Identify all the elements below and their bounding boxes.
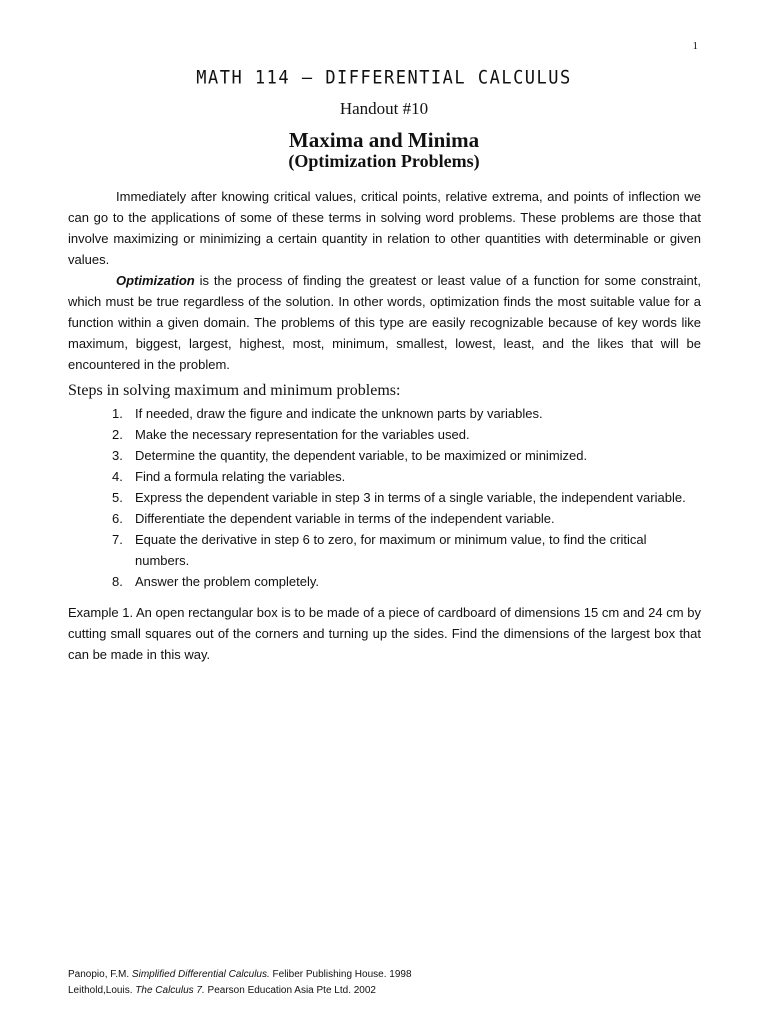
list-item xyxy=(68,424,701,445)
step-text: Determine the quantity, the dependent variable, to be maximized or minimized. xyxy=(135,448,588,463)
step-number: 4. xyxy=(112,469,123,484)
reference-publisher: Feliber Publishing House. 1998 xyxy=(269,969,412,980)
step-text: Equate the derivative in step 6 to zero, for maximum or minimum value, to find the critical numbers. xyxy=(135,532,647,568)
step-text: Differentiate the dependent variable in terms of the independent variable. xyxy=(135,511,555,526)
handout-number: Handout #10 xyxy=(339,99,429,118)
step-text: If needed, draw the figure and indicate the unknown parts by variables. xyxy=(135,406,543,421)
page-number: 1 xyxy=(692,40,698,52)
page-title: Maxima and Minima xyxy=(288,128,480,152)
reference-item xyxy=(68,967,412,983)
step-number: 2. xyxy=(112,427,123,442)
course-title: MATH 114 – DIFFERENTIAL CALCULUS xyxy=(196,67,572,89)
step-text: Answer the problem completely. xyxy=(135,574,320,589)
list-item xyxy=(68,403,701,424)
steps-list xyxy=(68,403,701,592)
page-subtitle: (Optimization Problems) xyxy=(288,151,480,171)
document-body xyxy=(68,186,701,665)
step-number: 7. xyxy=(112,532,123,547)
reference-title: The Calculus 7. xyxy=(135,985,205,996)
optimization-definition: is the process of finding the greatest or least value of a function for some constraint, which must be true regardless of the solution. In other words, optimization finds the most suitable value for a function within a given domain. The problems of this type are easily recognizable because of key words like maximum, biggest, largest, highest, most, minimum, smallest, lowest, least, and the likes that will be encountered in the problem. xyxy=(68,273,701,372)
references xyxy=(68,967,412,999)
intro-paragraph: Immediately after knowing critical values, critical points, relative extrema, and points of inflection we can go to the applications of some of these terms in solving word problems. These problems are those that involve maximizing or minimizing a certain quantity in relation to other quantities with determinable or given values. xyxy=(68,189,701,267)
steps-heading: Steps in solving maximum and minimum problems: xyxy=(68,382,401,399)
list-item xyxy=(68,445,701,466)
step-text: Find a formula relating the variables. xyxy=(135,469,346,484)
step-number: 6. xyxy=(112,511,123,526)
list-item xyxy=(68,571,701,592)
optimization-paragraph xyxy=(68,270,701,375)
list-item xyxy=(68,508,701,529)
example-1: Example 1. An open rectangular box is to be made of a piece of cardboard of dimensions 15 cm and 24 cm by cutting small squares out of the corners and turning up the sides. Find the dimensions of the largest box that can be made in this way. xyxy=(68,605,701,662)
reference-author: Panopio, F.M. xyxy=(68,969,132,980)
step-number: 1. xyxy=(112,406,123,421)
reference-item xyxy=(68,983,412,999)
list-item xyxy=(68,466,701,487)
step-text: Make the necessary representation for the variables used. xyxy=(135,427,470,442)
reference-publisher: Pearson Education Asia Pte Ltd. 2002 xyxy=(204,985,376,996)
list-item xyxy=(68,529,701,571)
reference-author: Leithold,Louis. xyxy=(68,985,136,996)
step-number: 5. xyxy=(112,490,123,505)
step-text: Express the dependent variable in step 3 in terms of a single variable, the independent variable. xyxy=(135,490,686,505)
step-number: 3. xyxy=(112,448,123,463)
optimization-term: Optimization xyxy=(116,273,195,288)
reference-title: Simplified Differential Calculus. xyxy=(131,969,270,980)
list-item xyxy=(68,487,701,508)
step-number: 8. xyxy=(112,574,123,589)
